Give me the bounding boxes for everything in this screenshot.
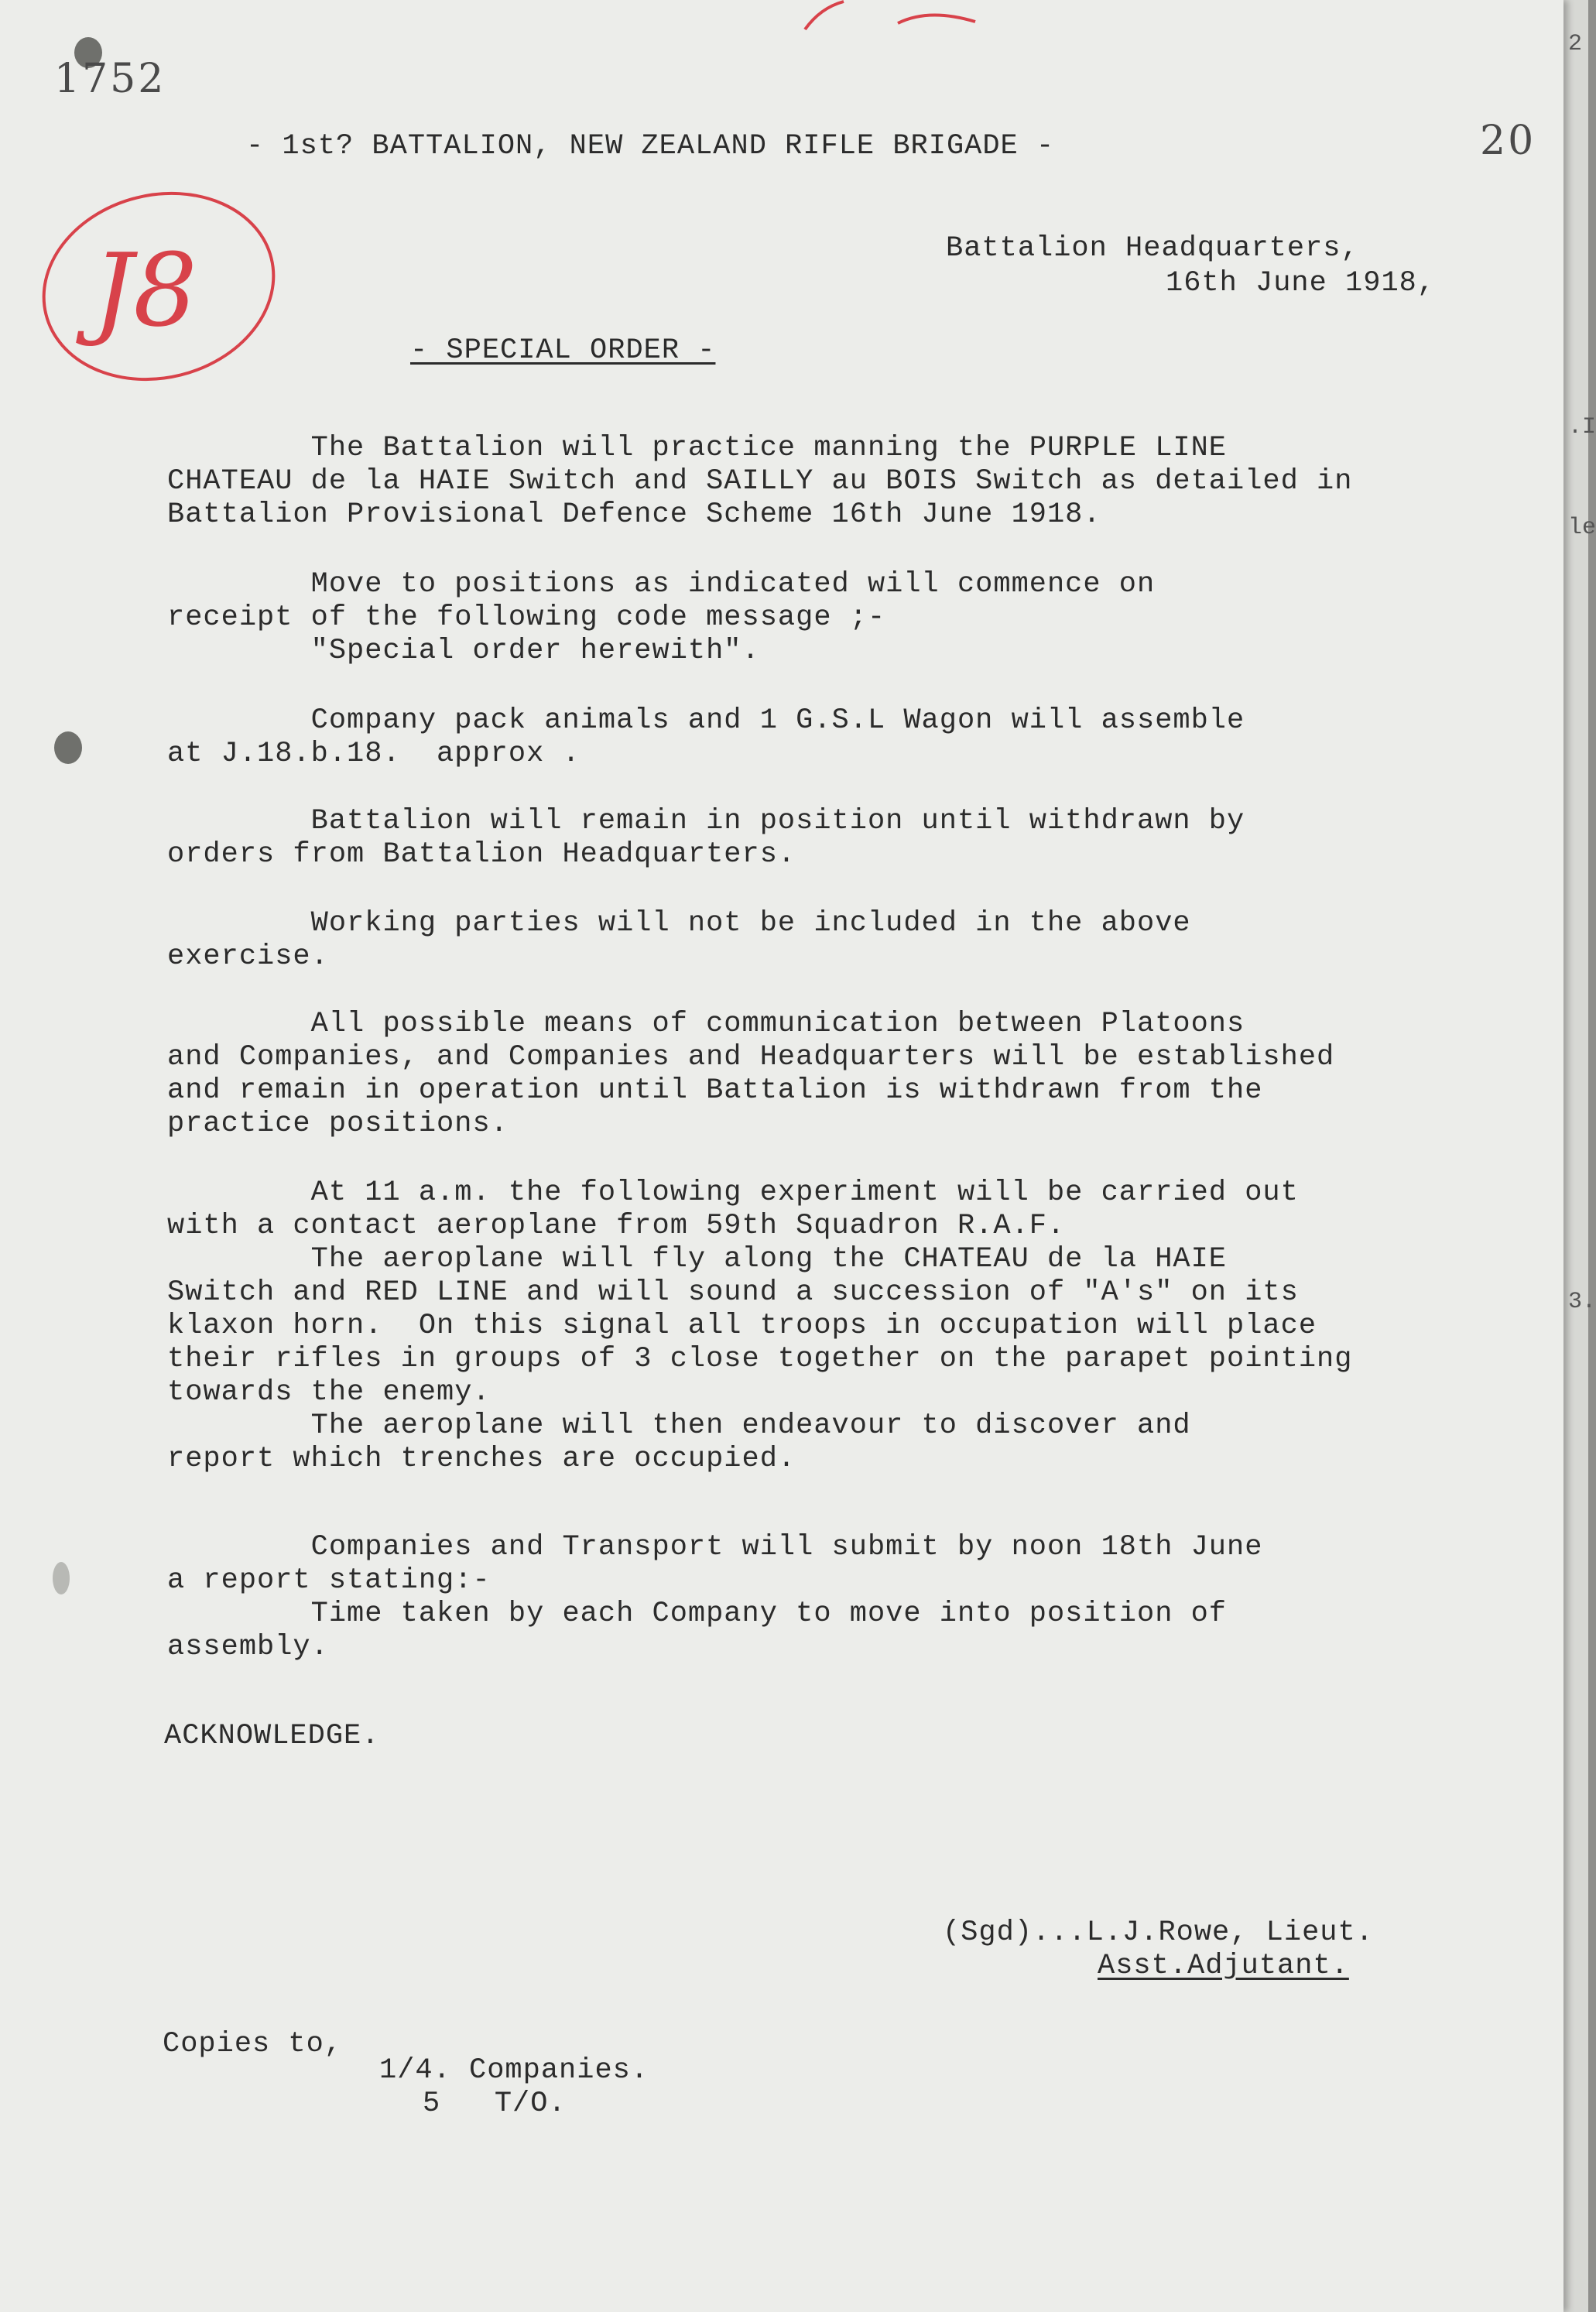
unit-title-text: - 1st? BATTALION, NEW ZEALAND RIFLE BRIGADE -: [246, 130, 1055, 163]
paragraph-remain-position: Battalion will remain in position until withdrawn by orders from Battalion Headquarters.: [167, 805, 1245, 871]
copies-line: 1/4. Companies.: [379, 2054, 649, 2087]
stamp-mark: [23, 178, 279, 426]
paragraph-working-parties: Working parties will not be included in the above exercise.: [167, 907, 1191, 973]
underlying-page: [1563, 0, 1588, 2312]
page-number: 20: [1480, 118, 1536, 164]
red-mark-fragment: [774, 0, 1022, 31]
punch-hole: [53, 1562, 70, 1594]
reference-number: 1752: [54, 56, 166, 102]
date: 16th June 1918,: [1166, 267, 1436, 300]
acknowledge: ACKNOWLEDGE.: [164, 1720, 380, 1752]
paragraph-code-message: Move to positions as indicated will commence on receipt of the following code message ;- "Special order herewith".: [167, 568, 1156, 667]
unit-title: [246, 130, 1054, 163]
margin-fragment: 2: [1568, 31, 1583, 57]
margin-fragment: .I: [1568, 414, 1596, 440]
paragraph-aeroplane: At 11 a.m. the following experiment will be carried out with a contact aeroplane from 59th Squadron R.A.F. The aeroplane will fly along the CHATEAU de la HAIE Switch and RED LINE and will sound a succession of "A's" on its klaxon horn. On this signal all troops in occupation will place their rifles in groups of 3 close together on the parapet pointing towards the enemy. The aeroplane will then endeavour to discover and report which trenches are occupied.: [167, 1177, 1353, 1475]
paragraph-exercise: The Battalion will practice manning the PURPLE LINE CHATEAU de la HAIE Switch and SAILLY au BOIS Switch as detailed in Battalion Provisional Defence Scheme 16th June 1918.: [167, 432, 1353, 531]
paragraph-pack-animals: Company pack animals and 1 G.S.L Wagon will assemble at J.18.b.18. approx .: [167, 704, 1245, 770]
signature-line: (Sgd)...L.J.Rowe, Lieut.: [943, 1916, 1374, 1949]
paragraph-report: Companies and Transport will submit by noon 18th June a report stating:- Time taken by each Company to move into position of assembly.: [167, 1531, 1263, 1663]
order-title: - SPECIAL ORDER -: [410, 334, 716, 367]
margin-fragment: le: [1568, 515, 1596, 541]
signature-title: Asst.Adjutant.: [1098, 1950, 1349, 1982]
copies-line: 5 T/O.: [423, 2088, 567, 2120]
stamp-text: J8: [93, 231, 197, 349]
margin-fragment: 3.: [1568, 1289, 1596, 1315]
copies-label: Copies to,: [163, 2028, 343, 2060]
location: Battalion Headquarters,: [946, 232, 1359, 265]
punch-hole: [54, 731, 82, 764]
paragraph-communication: All possible means of communication between Platoons and Companies, and Companies and Headquarters will be established and remain in operation until Battalion is withdrawn from the practice positions.: [167, 1008, 1335, 1140]
